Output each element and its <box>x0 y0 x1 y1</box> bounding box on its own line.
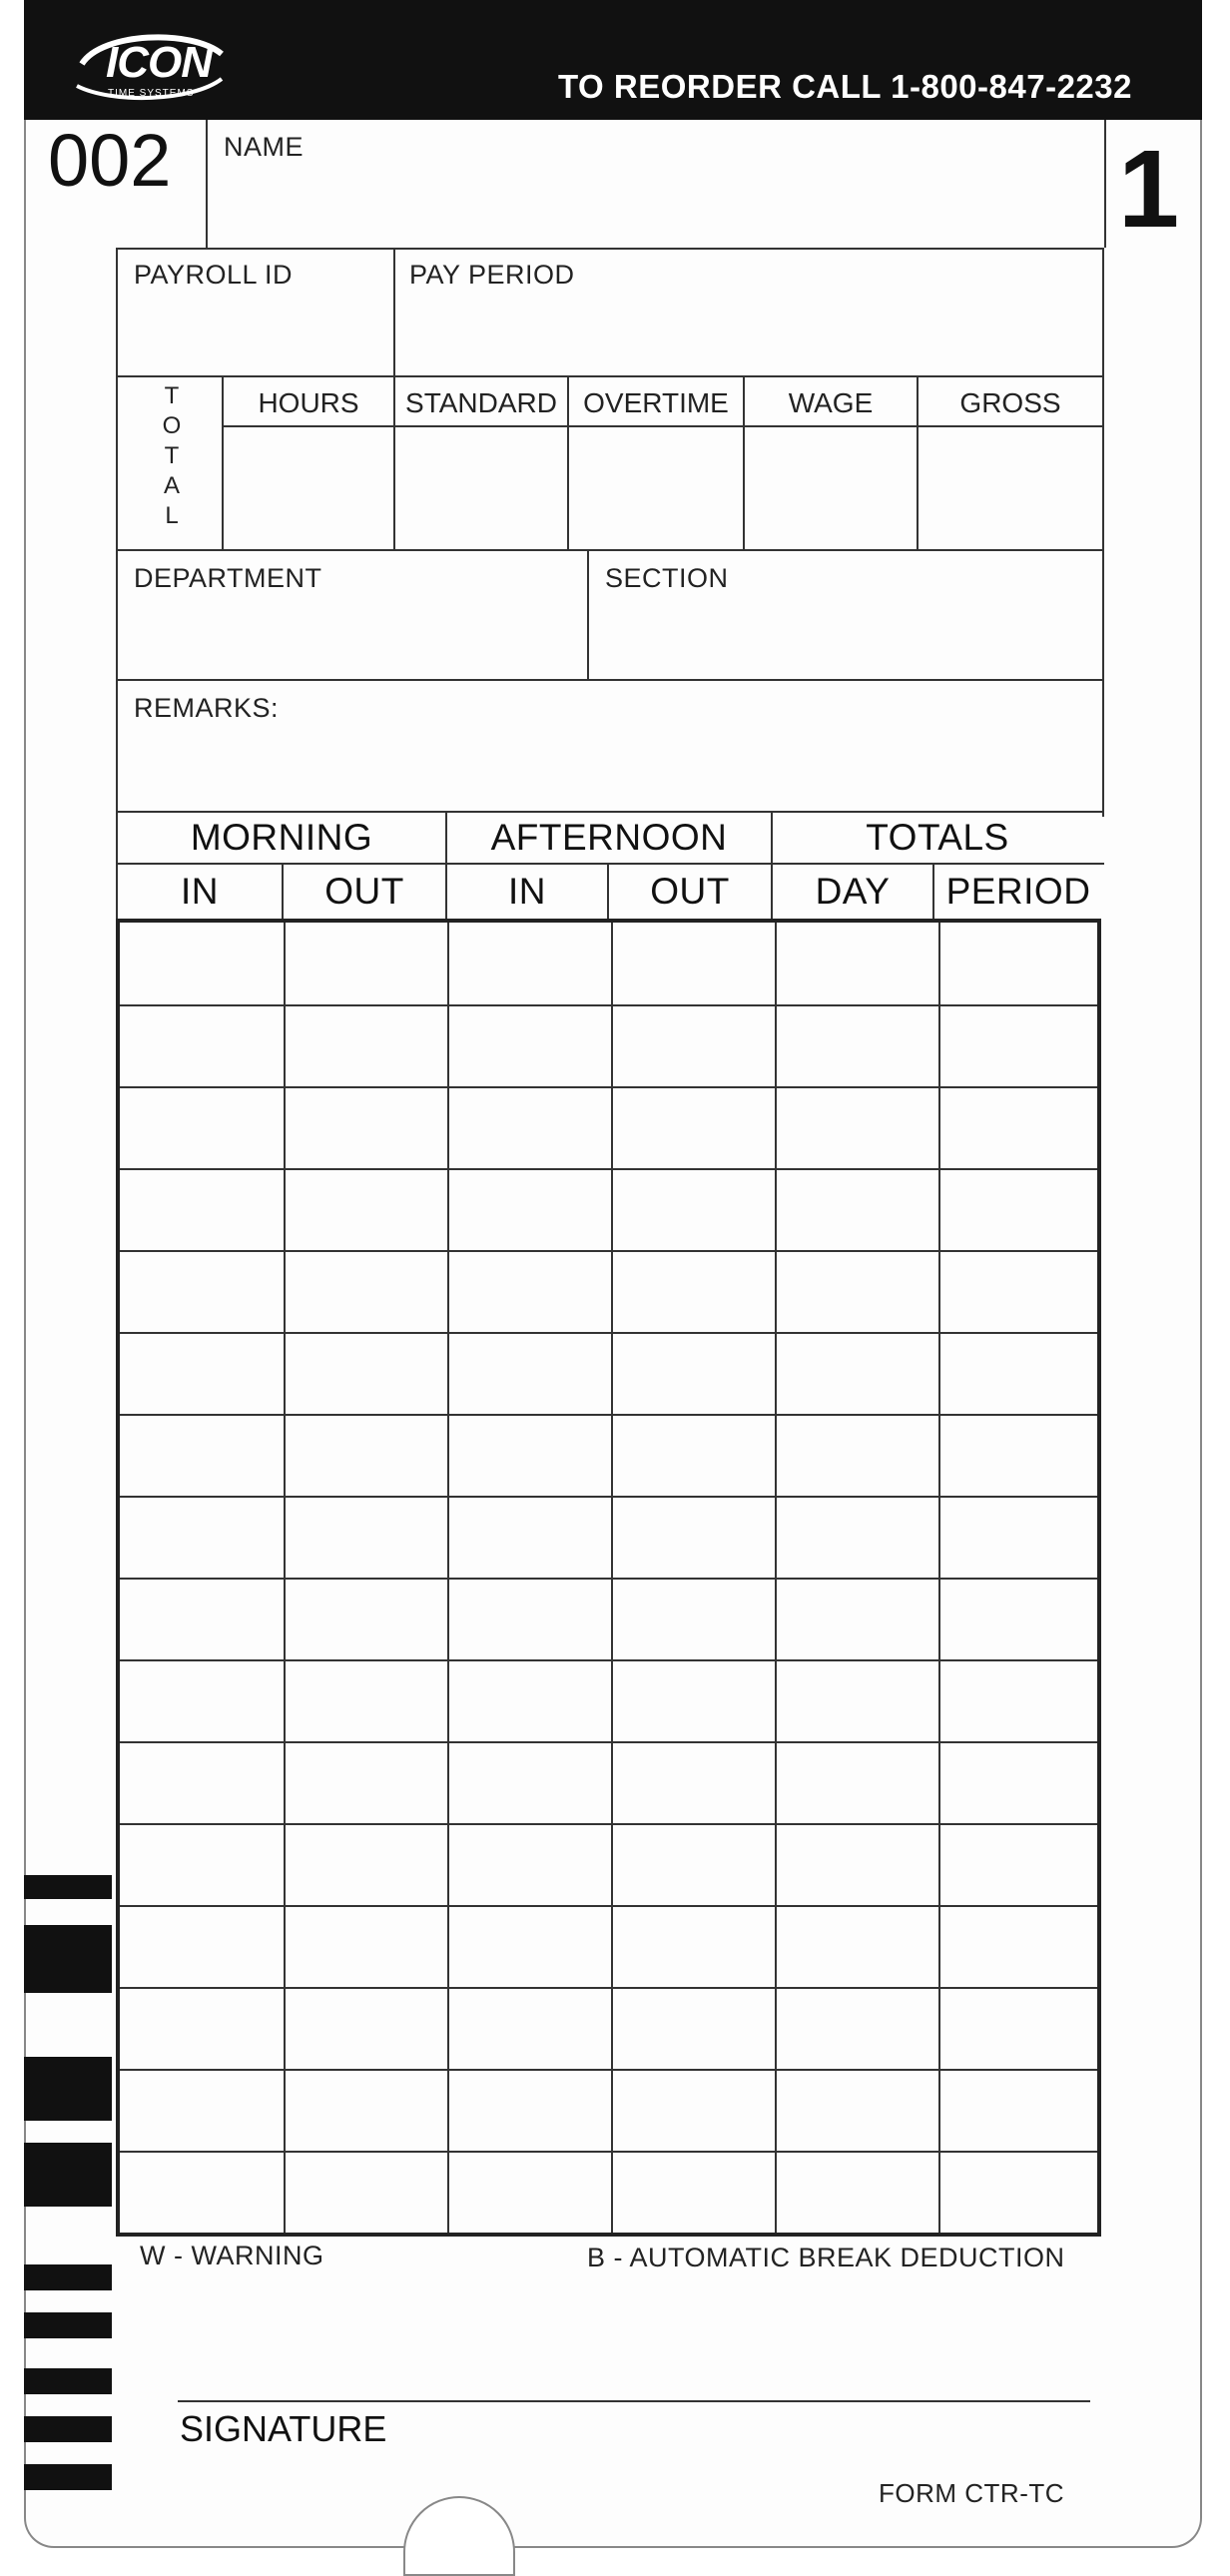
reader-mark <box>24 2368 112 2394</box>
overtime-field[interactable] <box>569 429 743 547</box>
time-entry-cell[interactable] <box>449 1416 609 1494</box>
total-letter: L <box>165 502 179 529</box>
card-number: 002 <box>48 119 172 202</box>
time-entry-cell[interactable] <box>122 2153 282 2231</box>
time-entry-cell[interactable] <box>940 1416 1095 1494</box>
payroll-id-label: PAYROLL ID <box>134 260 294 290</box>
copy-number: 1 <box>1118 128 1180 251</box>
time-entry-cell[interactable] <box>613 1498 773 1576</box>
time-entry-cell[interactable] <box>940 1661 1095 1739</box>
time-entry-cell[interactable] <box>940 2071 1095 2149</box>
time-entry-cell[interactable] <box>777 1088 936 1166</box>
time-entry-cell[interactable] <box>122 1088 282 1166</box>
standard-field[interactable] <box>395 429 567 547</box>
time-entry-cell[interactable] <box>613 1661 773 1739</box>
rule <box>116 679 1104 681</box>
hours-field[interactable] <box>224 429 393 547</box>
time-entry-cell[interactable] <box>449 1498 609 1576</box>
morning-header: MORNING <box>190 817 373 858</box>
time-entry-cell[interactable] <box>449 1170 609 1248</box>
afternoon-out-header: OUT <box>650 871 730 912</box>
time-entry-cell[interactable] <box>122 1170 282 1248</box>
time-entry-cell[interactable] <box>940 925 1095 1002</box>
time-entry-cell[interactable] <box>777 1743 936 1821</box>
logo-text: ICON <box>106 38 212 87</box>
time-entry-cell[interactable] <box>777 1334 936 1412</box>
time-entry-cell[interactable] <box>286 1580 445 1657</box>
time-entry-cell[interactable] <box>940 1743 1095 1821</box>
time-entry-cell[interactable] <box>122 1825 282 1903</box>
time-entry-cell[interactable] <box>613 1170 773 1248</box>
time-entry-cell[interactable] <box>613 1088 773 1166</box>
time-entry-cell[interactable] <box>777 1989 936 2067</box>
morning-in-header: IN <box>181 871 219 912</box>
total-letter: A <box>163 472 180 499</box>
reader-mark <box>24 2057 112 2121</box>
time-entry-cell[interactable] <box>286 1088 445 1166</box>
time-entry-cell[interactable] <box>613 1252 773 1330</box>
reader-mark <box>24 2416 112 2442</box>
time-entry-cell[interactable] <box>286 925 445 1002</box>
total-vertical-label <box>160 381 184 531</box>
name-divider <box>206 120 208 248</box>
time-entry-cell[interactable] <box>449 1825 609 1903</box>
time-entry-cell[interactable] <box>613 1416 773 1494</box>
time-entry-cell[interactable] <box>122 1006 282 1084</box>
wage-label: WAGE <box>788 387 874 418</box>
time-entry-cell[interactable] <box>613 1580 773 1657</box>
time-entry-cell[interactable] <box>449 2071 609 2149</box>
reader-mark <box>24 2264 112 2290</box>
time-entry-cell[interactable] <box>286 1661 445 1739</box>
gross-field[interactable] <box>919 429 1102 547</box>
time-entry-cell[interactable] <box>286 2153 445 2231</box>
time-entry-cell[interactable] <box>613 1907 773 1985</box>
rule <box>116 549 1104 551</box>
reader-mark <box>24 2312 112 2338</box>
overtime-label: OVERTIME <box>583 387 729 418</box>
signature-line <box>178 2400 1090 2402</box>
rule <box>116 811 1104 813</box>
period-total-header: PERIOD <box>945 871 1091 912</box>
time-entry-cell[interactable] <box>122 925 282 1002</box>
time-entry-cell[interactable] <box>286 1252 445 1330</box>
time-entry-cell[interactable] <box>122 1989 282 2067</box>
form-id: FORM CTR-TC <box>879 2478 1065 2508</box>
time-entry-cell[interactable] <box>449 1006 609 1084</box>
time-entry-cell[interactable] <box>777 1825 936 1903</box>
time-entry-cell[interactable] <box>122 1252 282 1330</box>
time-entry-cell[interactable] <box>777 2153 936 2231</box>
break-deduction-legend: B - AUTOMATIC BREAK DEDUCTION <box>587 2243 1065 2272</box>
time-entry-cell[interactable] <box>940 1907 1095 1985</box>
time-entry-cell[interactable] <box>122 1416 282 1494</box>
time-entry-cell[interactable] <box>286 1006 445 1084</box>
time-entry-cell[interactable] <box>449 1252 609 1330</box>
time-entry-cell[interactable] <box>286 1989 445 2067</box>
time-entry-cell[interactable] <box>286 1498 445 1576</box>
time-entry-cell[interactable] <box>449 1088 609 1166</box>
time-entry-cell[interactable] <box>122 1580 282 1657</box>
reader-mark <box>24 2464 112 2490</box>
header-bar <box>24 0 1202 120</box>
gross-label: GROSS <box>959 387 1061 418</box>
time-entry-cell[interactable] <box>777 1416 936 1494</box>
time-entry-cell[interactable] <box>940 1088 1095 1166</box>
department-divider <box>587 549 589 679</box>
time-entry-cell[interactable] <box>122 1907 282 1985</box>
time-entry-cell[interactable] <box>449 2153 609 2231</box>
time-entry-cell[interactable] <box>286 1743 445 1821</box>
time-entry-cell[interactable] <box>613 925 773 1002</box>
time-entry-cell[interactable] <box>613 2153 773 2231</box>
department-field[interactable] <box>120 595 583 675</box>
name-label: NAME <box>224 132 305 162</box>
totals-header: TOTALS <box>866 817 1009 858</box>
section-field[interactable] <box>591 595 1098 675</box>
time-entry-cell[interactable] <box>777 1006 936 1084</box>
time-entry-cell[interactable] <box>777 1252 936 1330</box>
reader-mark <box>24 2143 112 2207</box>
wage-field[interactable] <box>745 429 917 547</box>
time-entry-cell[interactable] <box>286 1170 445 1248</box>
time-entry-cell[interactable] <box>449 1580 609 1657</box>
time-entry-cell[interactable] <box>449 1743 609 1821</box>
time-entry-cell[interactable] <box>777 1907 936 1985</box>
time-entry-cell[interactable] <box>449 925 609 1002</box>
logo-subtext: TIME SYSTEMS <box>108 88 195 99</box>
box-left-border <box>116 248 118 549</box>
section-label: SECTION <box>605 563 729 593</box>
time-entry-cell[interactable] <box>777 1170 936 1248</box>
standard-label: STANDARD <box>405 387 557 418</box>
time-entry-cell[interactable] <box>777 1498 936 1576</box>
group-header-rule <box>116 863 1104 865</box>
reader-mark <box>24 1925 112 1993</box>
time-entry-cell[interactable] <box>122 1334 282 1412</box>
box-left-border <box>116 549 118 817</box>
time-entry-cell[interactable] <box>940 1170 1095 1248</box>
time-entry-cell[interactable] <box>286 1825 445 1903</box>
time-entry-cell[interactable] <box>613 2071 773 2149</box>
remarks-label: REMARKS: <box>134 693 280 723</box>
hours-label: HOURS <box>258 387 359 418</box>
time-entry-cell[interactable] <box>122 1661 282 1739</box>
time-entry-cell[interactable] <box>613 1989 773 2067</box>
time-entry-cell[interactable] <box>286 1907 445 1985</box>
time-entry-cell[interactable] <box>449 1334 609 1412</box>
signature-field[interactable] <box>178 2336 1090 2398</box>
time-entry-cell[interactable] <box>286 2071 445 2149</box>
time-entry-cell[interactable] <box>613 1743 773 1821</box>
total-letter: T <box>164 442 180 469</box>
time-entry-cell[interactable] <box>940 2153 1095 2231</box>
rule <box>116 248 1104 250</box>
time-entry-cell[interactable] <box>613 1334 773 1412</box>
reorder-text: TO REORDER CALL 1-800-847-2232 <box>558 68 1132 105</box>
time-entry-cell[interactable] <box>613 1825 773 1903</box>
pay-period-field[interactable] <box>397 290 1096 371</box>
morning-out-header: OUT <box>324 871 404 912</box>
time-entry-grid <box>116 919 1101 2237</box>
time-entry-cell[interactable] <box>940 1989 1095 2067</box>
name-right-border <box>1104 120 1106 248</box>
warning-legend: W - WARNING <box>140 2241 324 2270</box>
remarks-field[interactable] <box>120 725 1098 811</box>
name-field[interactable] <box>210 160 1098 244</box>
brand-logo <box>62 24 232 114</box>
time-entry-cell[interactable] <box>777 1580 936 1657</box>
totals-header-rule <box>222 425 1104 427</box>
time-entry-cell[interactable] <box>122 1743 282 1821</box>
department-label: DEPARTMENT <box>134 563 322 593</box>
time-entry-cell[interactable] <box>940 1252 1095 1330</box>
total-letter: O <box>162 412 182 439</box>
time-entry-cell[interactable] <box>777 1661 936 1739</box>
time-entry-cell[interactable] <box>940 1006 1095 1084</box>
rule <box>116 375 1104 377</box>
time-entry-cell[interactable] <box>940 1498 1095 1576</box>
box-right-border <box>1102 248 1104 817</box>
time-entry-cell[interactable] <box>777 925 936 1002</box>
time-entry-cell[interactable] <box>940 1334 1095 1412</box>
time-entry-cell[interactable] <box>122 1498 282 1576</box>
time-entry-cell[interactable] <box>286 1334 445 1412</box>
time-entry-cell[interactable] <box>940 1825 1095 1903</box>
total-letter: T <box>164 382 180 409</box>
afternoon-in-header: IN <box>508 871 546 912</box>
time-entry-cell[interactable] <box>449 1989 609 2067</box>
payroll-id-field[interactable] <box>120 290 389 371</box>
pay-period-label: PAY PERIOD <box>409 260 575 290</box>
time-entry-cell[interactable] <box>286 1416 445 1494</box>
time-entry-cell[interactable] <box>777 2071 936 2149</box>
afternoon-header: AFTERNOON <box>490 817 728 858</box>
signature-label: SIGNATURE <box>180 2408 387 2449</box>
time-entry-cell[interactable] <box>449 1907 609 1985</box>
day-total-header: DAY <box>815 871 891 912</box>
payroll-divider <box>393 248 395 375</box>
reader-mark <box>24 1875 112 1899</box>
time-entry-cell[interactable] <box>940 1580 1095 1657</box>
time-entry-cell[interactable] <box>122 2071 282 2149</box>
time-entry-cell[interactable] <box>613 1006 773 1084</box>
time-entry-cell[interactable] <box>449 1661 609 1739</box>
